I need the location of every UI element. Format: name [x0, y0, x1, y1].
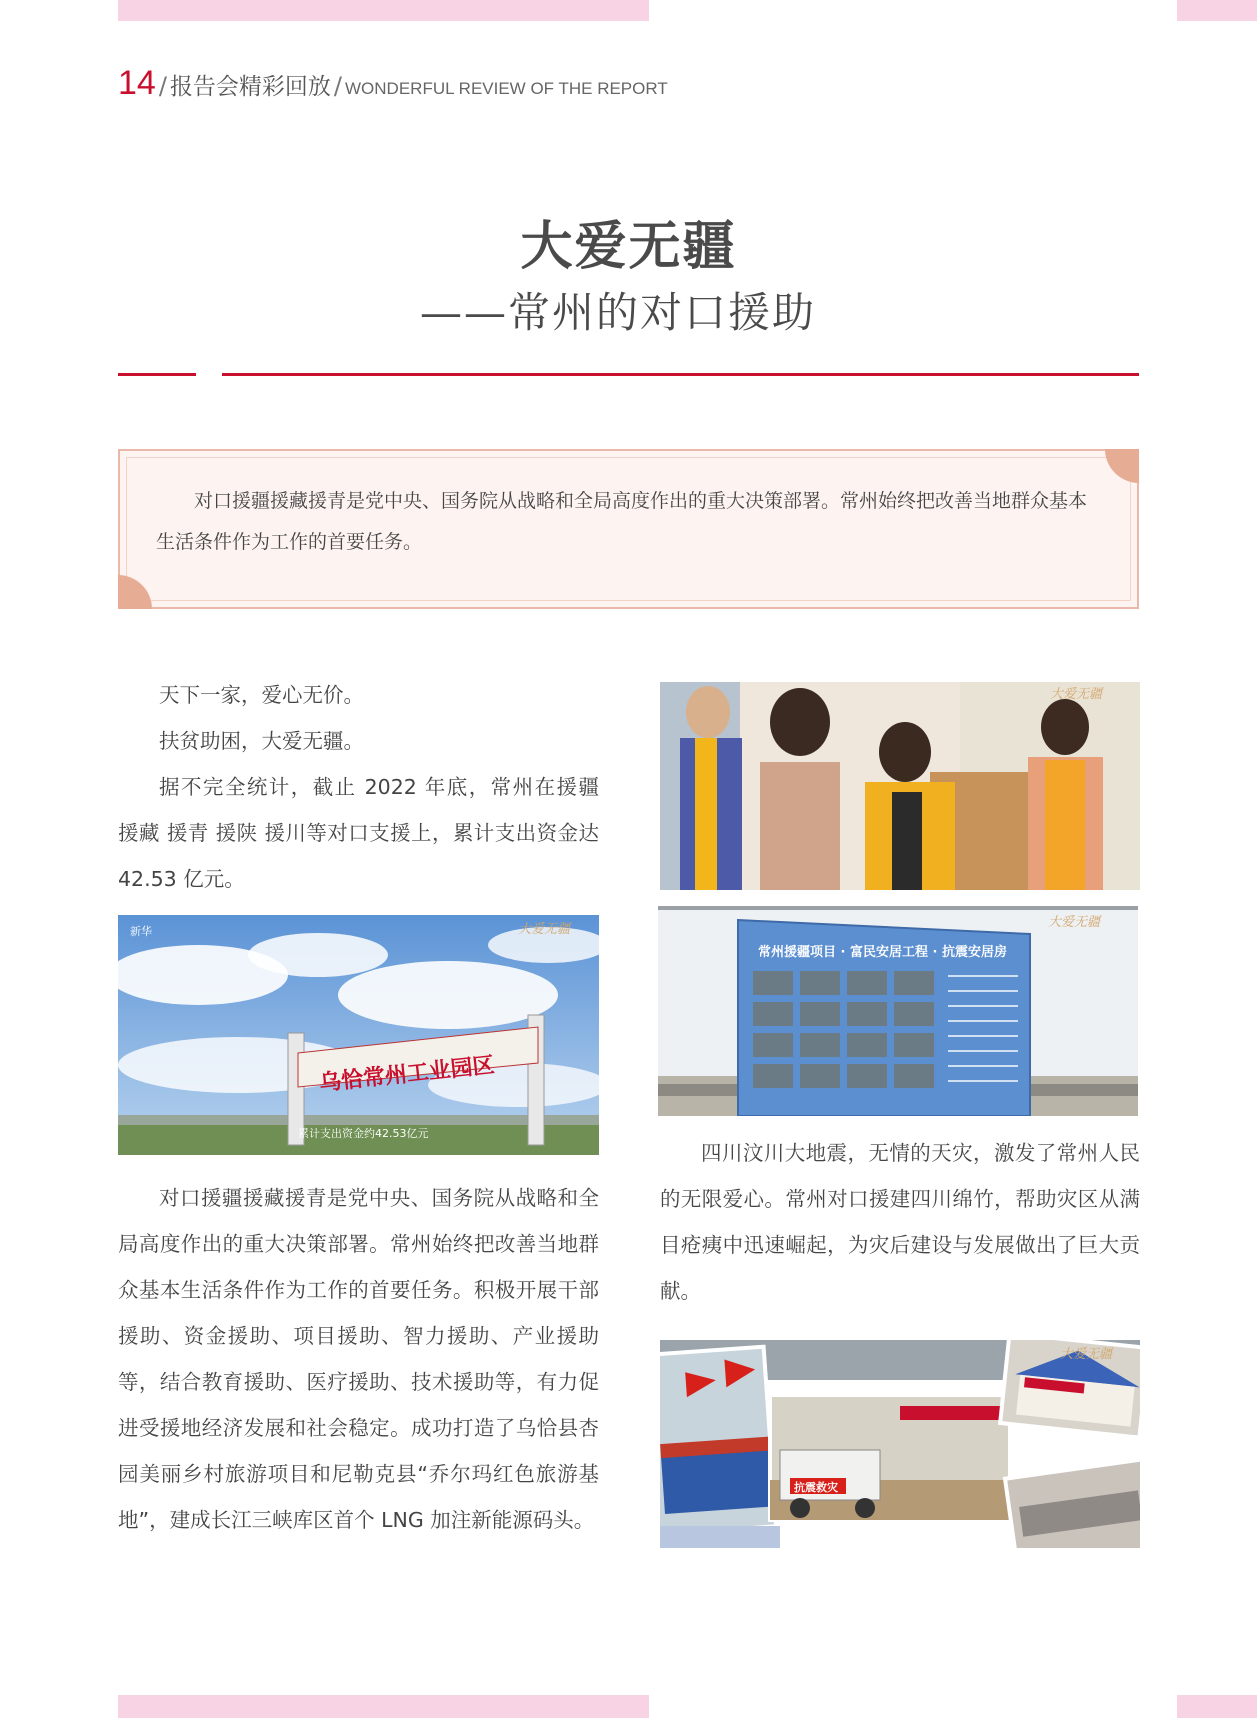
billboard-photo-art [658, 906, 1138, 1116]
title-rule-short [118, 373, 196, 376]
paragraph: 对口援疆援藏援青是党中央、国务院从战略和全局高度作出的重大决策部署。常州始终把改善当地群众基本生活条件作为工作的首要任务。积极开展干部援助、资金援助、项目援助、智力援助、产业援助等，结合教育援助、医疗援助、技术援助等，有力促进受援地经济发展和社会稳定。成功打造了乌恰县杏园美丽乡村旅游项目和尼勒克县“乔尔玛红色旅游基地”，建成长江三峡库区首个 LNG 加注新能源码头。 [118, 1186, 599, 1532]
photo-watermark: 大爱无疆 [1048, 915, 1101, 930]
photo-watermark: 大爱无疆 [518, 922, 571, 937]
intro-box [118, 449, 1139, 609]
gate-photo-art [118, 915, 599, 1155]
collage-photo-art [660, 1340, 1140, 1548]
photo-watermark: 大爱无疆 [1050, 687, 1103, 702]
paragraph: 天下一家，爱心无价。 [159, 683, 364, 707]
left-column-text-top [118, 672, 599, 902]
header-separator: / [158, 72, 167, 100]
banner-text: 抗震救灾 [794, 1481, 838, 1494]
news-badge: 新华 [130, 925, 152, 938]
paragraph: 据不完全统计，截止 2022 年底，常州在援疆 援藏 援青 援陕 援川等对口支援上，累计支出资金达 42.53 亿元。 [118, 775, 599, 891]
running-header [118, 64, 668, 103]
billboard-title: 常州援疆项目 · 富民安居工程 · 抗震安居房 [758, 945, 1007, 960]
page-number: 14 [118, 64, 156, 102]
right-column-text [660, 1130, 1140, 1314]
title-rule-long [222, 373, 1139, 376]
bottom-pink-bar-right [1177, 1695, 1257, 1718]
bottom-pink-bar-left [118, 1695, 649, 1718]
header-separator: / [333, 72, 343, 100]
article-subtitle: ——常州的对口援助 [420, 288, 817, 337]
top-pink-bar-right [1177, 0, 1257, 21]
left-column-text-bottom [118, 1175, 599, 1543]
gate-sign-text: 乌恰常州工业园区 [318, 1052, 496, 1097]
photo-watermark: 大爱无疆 [1060, 1347, 1113, 1362]
photo-industrial-park-gate [118, 915, 599, 1155]
paragraph: 扶贫助困，大爱无疆。 [159, 729, 364, 753]
section-title-zh: 报告会精彩回放 [169, 74, 331, 100]
article-title: 大爱无疆 [520, 217, 737, 277]
paragraph: 四川汶川大地震，无情的天灾，激发了常州人民的无限爱心。常州对口援建四川绵竹，帮助灾区从满目疮痍中迅速崛起，为灾后建设与发展做出了巨大贡献。 [660, 1141, 1140, 1303]
aid-workers-photo-art [660, 682, 1140, 890]
intro-text: 对口援疆援藏援青是党中央、国务院从战略和全局高度作出的重大决策部署。常州始终把改善当地群众基本生活条件作为工作的首要任务。 [156, 490, 1088, 553]
photo-reconstruction-collage [660, 1340, 1140, 1548]
top-pink-bar-left [118, 0, 649, 21]
photo-project-billboard [658, 906, 1138, 1116]
section-title-en: WONDERFUL REVIEW OF THE REPORT [345, 79, 668, 98]
gate-caption: 累计支出资金约42.53亿元 [298, 1127, 429, 1140]
photo-aid-workers [660, 682, 1140, 890]
